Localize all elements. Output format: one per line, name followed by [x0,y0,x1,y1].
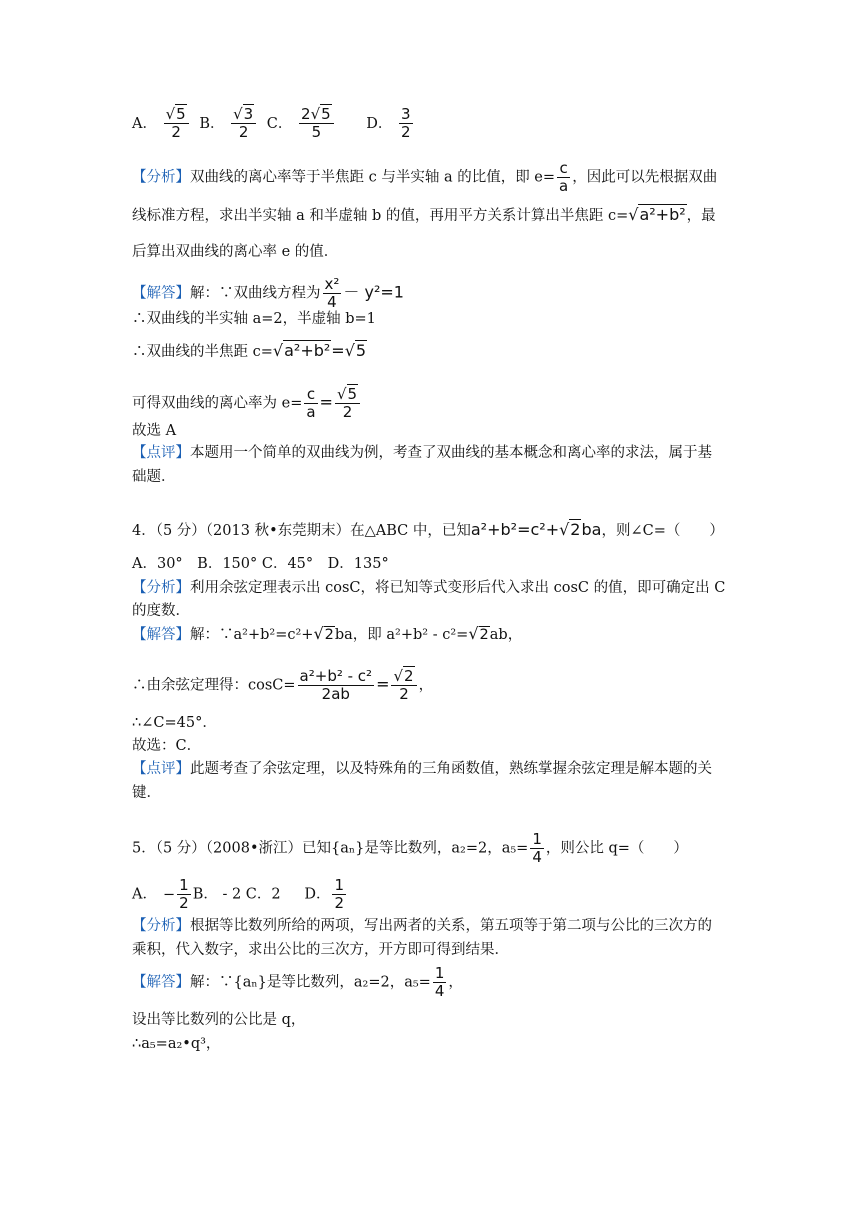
q3-solution-line-1: 【解答】解：∵双曲线方程为 $\frac{\text{x²}}{4}$ － y²=1 [132,275,404,311]
q3-comment-line-1: 【点评】本题用一个简单的双曲线为例，考查了双曲线的基本概念和离心率的求法，属于基 [132,445,712,461]
q3-analysis-line-1: 【分析】双曲线的离心率等于半焦距 c 与半实轴 a 的比值，即 e= $\frac{c}{a}$ ，因此可以先根据双曲 [132,159,718,195]
q3-option-d: D． $\frac{3}{2}$ [366,105,411,141]
q4-analysis-line-1: 【分析】利用余弦定理表示出 cosC，将已知等式变形后代入求出 cosC 的值，即可确定出 C [132,580,726,596]
q4-stem: 4．（5 分）（2013 秋•东莞期末）在△ABC 中，已知a²+b²=c²+√2ba，则∠C=（ ） [132,520,724,539]
q4-solution-line-4: 故选：C． [132,738,202,754]
q5-solution-line-1: 【解答】解：∵{aₙ}是等比数列，a₂=2，a₅= $\frac{1}{4}$ ， [132,964,463,1000]
solution-tag: 【解答】 [132,285,190,302]
q3-option-a: A． $\frac{√5}{2}$ [132,116,195,132]
comment-tag: 【点评】 [132,445,190,461]
q5-analysis-line-1: 【分析】根据等比数列所给的两项，写出两者的关系，第五项等于第二项与公比的三次方的 [132,918,712,934]
q3-analysis-line-3: 后算出双曲线的离心率 e 的值． [132,244,339,260]
q3-options [132,106,415,141]
q3-solution-line-4: 可得双曲线的离心率为 e= $\frac{c}{a}$ = $\frac{√5}{2}$ [132,386,362,421]
q5-analysis-line-2: 乘积，代入数字，求出公比的三次方，开方即可得到结果． [132,942,509,958]
comment-tag: 【点评】 [132,761,190,777]
q5-stem: 5．（5 分）（2008•浙江）已知{aₙ}是等比数列，a₂=2，a₅= $\frac{1}{4}$ ，则公比 q=（ ） [132,830,688,866]
analysis-tag: 【分析】 [132,580,190,596]
q4-comment-line-1: 【点评】此题考查了余弦定理，以及特殊角的三角函数值，熟练掌握余弦定理是解本题的关 [132,761,712,777]
q3-option-b: B． $\frac{√3}{2}$ [199,116,262,132]
analysis-tag: 【分析】 [132,169,190,186]
q3-analysis-line-2: 线标准方程，求出半实轴 a 和半虚轴 b 的值，再用平方关系计算出半焦距 c=√a²+b²，最 [132,205,716,224]
analysis-tag: 【分析】 [132,918,190,934]
q4-solution-line-2: ∴由余弦定理得：cosC= $\frac{\text{a²+b² - c²}}{2ab}$ = $\frac{√2}{2}$ ， [132,667,434,703]
q4-analysis-line-2: 的度数． [132,603,190,619]
q5-options: A． − $\frac{1}{2}$ B． - 2 C．2 D． $\frac{1}{2}$ [132,876,345,912]
q3-solution-line-3: ∴双曲线的半焦距 c=√a²+b²=√5 [132,341,367,360]
q3-solution-line-2: ∴双曲线的半实轴 a=2，半虚轴 b=1 [132,311,376,327]
q4-comment-line-2: 键． [132,785,161,801]
solution-tag: 【解答】 [132,627,190,643]
q3-solution-line-5: 故选 A [132,423,177,439]
q5-solution-line-2: 设出等比数列的公比是 q， [132,1012,306,1028]
q4-solution-line-1: 【解答】解：∵a²+b²=c²+√2ba，即 a²+b² - c²=√2ab， [132,624,523,643]
q3-comment-line-2: 础题． [132,469,176,485]
solution-tag: 【解答】 [132,974,190,991]
q3-option-c: C． $\frac{2√5}{5}$ [267,116,340,132]
fraction: $\frac{c}{a}$ [559,159,569,195]
q4-options: A．30° B．150° C．45° D．135° [132,556,389,572]
q5-solution-line-3: ∴a₅=a₂•q³， [132,1036,221,1052]
q4-solution-line-3: ∴∠C=45°． [132,715,217,731]
